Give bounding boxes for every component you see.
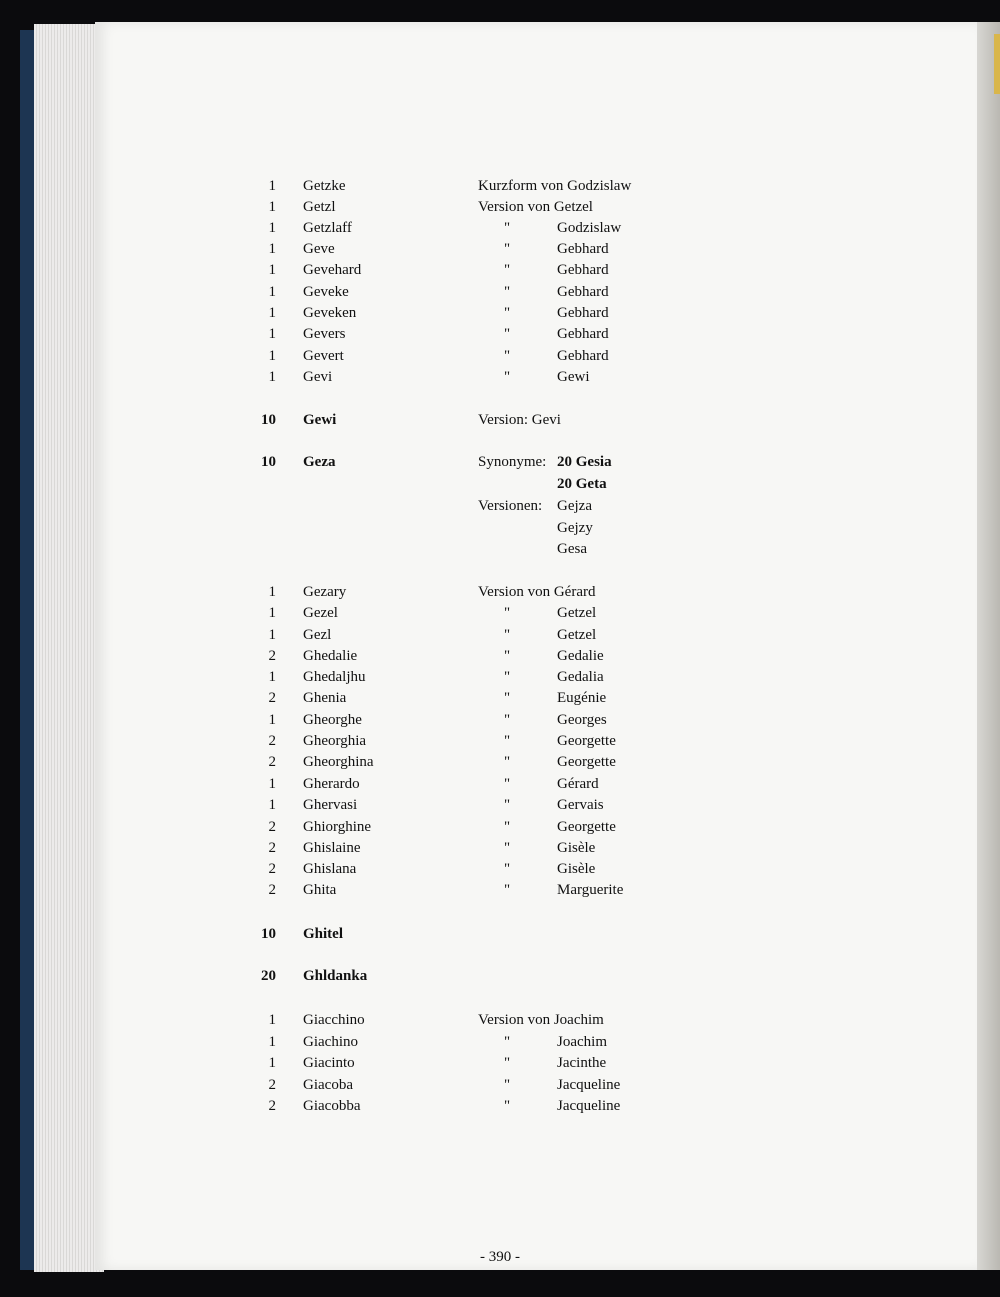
entry-count: 1 (268, 712, 276, 728)
entry-name: Gewi (303, 412, 337, 428)
ditto-mark: " (504, 1077, 511, 1093)
entry-row (0, 1032, 1000, 1053)
entry-row (0, 667, 1000, 688)
entry-reference: Georgette (557, 733, 616, 749)
entry-reference: Godzislaw (557, 220, 622, 236)
entry-reference: 20 Geta (557, 476, 607, 492)
entry-count: 2 (268, 754, 276, 770)
ditto-mark: " (504, 754, 511, 770)
entry-name: Gevehard (303, 262, 362, 278)
ditto-mark: " (504, 648, 511, 664)
entry-row (0, 539, 1000, 560)
entry-reference: Gebhard (557, 305, 609, 321)
entry-row (0, 688, 1000, 709)
entry-name: Gheorghe (303, 712, 362, 728)
entry-name: Ghedaljhu (303, 669, 366, 685)
entry-name: Giacobba (303, 1098, 361, 1114)
entry-description: Version von Getzel (478, 199, 593, 215)
entry-row (0, 176, 1000, 197)
ditto-mark: " (504, 797, 511, 813)
ditto-mark: " (504, 627, 511, 643)
entry-count: 2 (268, 882, 276, 898)
entry-count: 1 (268, 305, 276, 321)
entry-row (0, 518, 1000, 539)
entry-name: Gezel (303, 605, 338, 621)
entry-row (0, 324, 1000, 345)
entry-name: Getzlaff (303, 220, 352, 236)
entry-row (0, 752, 1000, 773)
entry-row (0, 603, 1000, 624)
entry-count: 1 (268, 241, 276, 257)
entry-name: Ghitel (303, 926, 343, 942)
ditto-mark: " (504, 326, 511, 342)
entry-count: 2 (268, 690, 276, 706)
entry-reference: Eugénie (557, 690, 607, 706)
entry-count: 10 (261, 412, 276, 428)
entry-row (0, 880, 1000, 901)
entry-row (0, 838, 1000, 859)
entry-description: Version von Joachim (478, 1012, 604, 1028)
entry-count: 1 (268, 1055, 276, 1071)
entry-name: Gezary (303, 584, 347, 600)
ditto-mark: " (504, 712, 511, 728)
entry-reference: Marguerite (557, 882, 624, 898)
entry-count: 20 (261, 968, 276, 984)
entry-reference: Gérard (557, 776, 599, 792)
entry-reference: Gebhard (557, 348, 609, 364)
entry-name: Gevers (303, 326, 346, 342)
entry-description: Kurzform von Godzislaw (478, 178, 632, 194)
entry-row (0, 710, 1000, 731)
entry-reference: Gejzy (557, 520, 593, 536)
entry-row (0, 346, 1000, 367)
ditto-mark: " (504, 733, 511, 749)
entry-count: 2 (268, 1077, 276, 1093)
ditto-mark: " (504, 1034, 511, 1050)
entry-count: 1 (268, 627, 276, 643)
entry-name: Giacchino (303, 1012, 365, 1028)
entry-row (0, 646, 1000, 667)
entry-description: Versionen: (478, 498, 543, 514)
entry-description: Synonyme: (478, 454, 547, 470)
entry-row (0, 218, 1000, 239)
entry-reference: Joachim (557, 1034, 607, 1050)
entry-row (0, 625, 1000, 646)
ditto-mark: " (504, 369, 511, 385)
entry-row (0, 410, 1000, 431)
entry-count: 1 (268, 584, 276, 600)
entry-reference: Getzel (557, 605, 597, 621)
entry-name: Getzke (303, 178, 346, 194)
entry-count: 1 (268, 199, 276, 215)
entry-count: 2 (268, 861, 276, 877)
entry-reference: Getzel (557, 627, 597, 643)
entry-reference: Georgette (557, 754, 616, 770)
ditto-mark: " (504, 882, 511, 898)
entry-count: 1 (268, 178, 276, 194)
entry-count: 1 (268, 797, 276, 813)
entry-reference: Gedalie (557, 648, 604, 664)
ditto-mark: " (504, 1098, 511, 1114)
entry-name: Ghenia (303, 690, 347, 706)
entry-reference: Georgette (557, 819, 616, 835)
entry-count: 1 (268, 348, 276, 364)
ditto-mark: " (504, 1055, 511, 1071)
entry-count: 1 (268, 326, 276, 342)
entry-row (0, 817, 1000, 838)
ditto-mark: " (504, 241, 511, 257)
entry-name: Giachino (303, 1034, 358, 1050)
entry-row (0, 795, 1000, 816)
entry-count: 1 (268, 220, 276, 236)
entry-reference: Gebhard (557, 326, 609, 342)
entry-name: Giacoba (303, 1077, 353, 1093)
entry-count: 1 (268, 262, 276, 278)
entry-row (0, 966, 1000, 987)
entry-name: Ghislana (303, 861, 357, 877)
entry-name: Ghervasi (303, 797, 358, 813)
entry-reference: Gebhard (557, 262, 609, 278)
entry-count: 2 (268, 648, 276, 664)
entry-name: Ghldanka (303, 968, 368, 984)
entry-name: Ghislaine (303, 840, 361, 856)
entry-count: 2 (268, 840, 276, 856)
entry-reference: Jacqueline (557, 1077, 621, 1093)
entry-reference: Gejza (557, 498, 592, 514)
entry-name: Gevert (303, 348, 344, 364)
entry-name: Geveke (303, 284, 349, 300)
ditto-mark: " (504, 776, 511, 792)
entry-row (0, 1010, 1000, 1031)
entry-count: 10 (261, 454, 276, 470)
entry-reference: Georges (557, 712, 607, 728)
entry-count: 2 (268, 1098, 276, 1114)
entry-count: 1 (268, 669, 276, 685)
ditto-mark: " (504, 605, 511, 621)
entry-count: 1 (268, 1034, 276, 1050)
ditto-mark: " (504, 262, 511, 278)
entry-count: 1 (268, 1012, 276, 1028)
entry-reference: Gebhard (557, 241, 609, 257)
ditto-mark: " (504, 690, 511, 706)
entry-reference: Jacqueline (557, 1098, 621, 1114)
entry-row (0, 474, 1000, 495)
entry-count: 2 (268, 733, 276, 749)
entry-name: Giacinto (303, 1055, 355, 1071)
entry-row (0, 1096, 1000, 1117)
ditto-mark: " (504, 669, 511, 685)
entry-name: Gevi (303, 369, 333, 385)
entry-name: Ghiorghine (303, 819, 372, 835)
entry-description: Version: Gevi (478, 412, 561, 428)
ditto-mark: " (504, 819, 511, 835)
ditto-mark: " (504, 284, 511, 300)
entry-reference: Gisèle (557, 840, 596, 856)
entry-row (0, 859, 1000, 880)
entry-row (0, 260, 1000, 281)
entry-name: Gheorghia (303, 733, 367, 749)
entry-row (0, 774, 1000, 795)
entry-reference: Gisèle (557, 861, 596, 877)
entry-row (0, 1075, 1000, 1096)
entry-count: 2 (268, 819, 276, 835)
page-number: - 390 - (480, 1249, 520, 1265)
entry-reference: Gewi (557, 369, 590, 385)
entry-name: Geveken (303, 305, 357, 321)
entry-count: 1 (268, 284, 276, 300)
entry-row (0, 582, 1000, 603)
entry-description: Version von Gérard (478, 584, 596, 600)
entry-name: Getzl (303, 199, 336, 215)
entry-row (0, 303, 1000, 324)
ditto-mark: " (504, 840, 511, 856)
entry-name: Geza (303, 454, 336, 470)
entry-count: 1 (268, 605, 276, 621)
entry-row (0, 731, 1000, 752)
entry-reference: Jacinthe (557, 1055, 607, 1071)
entry-count: 1 (268, 369, 276, 385)
entry-row (0, 282, 1000, 303)
entry-row (0, 496, 1000, 517)
entry-reference: Gedalia (557, 669, 604, 685)
entry-name: Gezl (303, 627, 332, 643)
entry-row (0, 367, 1000, 388)
entry-row (0, 452, 1000, 473)
ditto-mark: " (504, 220, 511, 236)
entry-reference: Gesa (557, 541, 587, 557)
entry-name: Geve (303, 241, 335, 257)
entry-row (0, 1053, 1000, 1074)
entry-name: Ghedalie (303, 648, 358, 664)
ditto-mark: " (504, 305, 511, 321)
entry-row (0, 197, 1000, 218)
entry-row (0, 239, 1000, 260)
ditto-mark: " (504, 861, 511, 877)
entry-name: Gheorghina (303, 754, 374, 770)
entry-count: 1 (268, 776, 276, 792)
entry-name: Gherardo (303, 776, 360, 792)
entry-row (0, 924, 1000, 945)
entry-reference: Gervais (557, 797, 604, 813)
ditto-mark: " (504, 348, 511, 364)
entry-name: Ghita (303, 882, 337, 898)
entry-reference: 20 Gesia (557, 454, 612, 470)
entry-reference: Gebhard (557, 284, 609, 300)
entry-count: 10 (261, 926, 276, 942)
